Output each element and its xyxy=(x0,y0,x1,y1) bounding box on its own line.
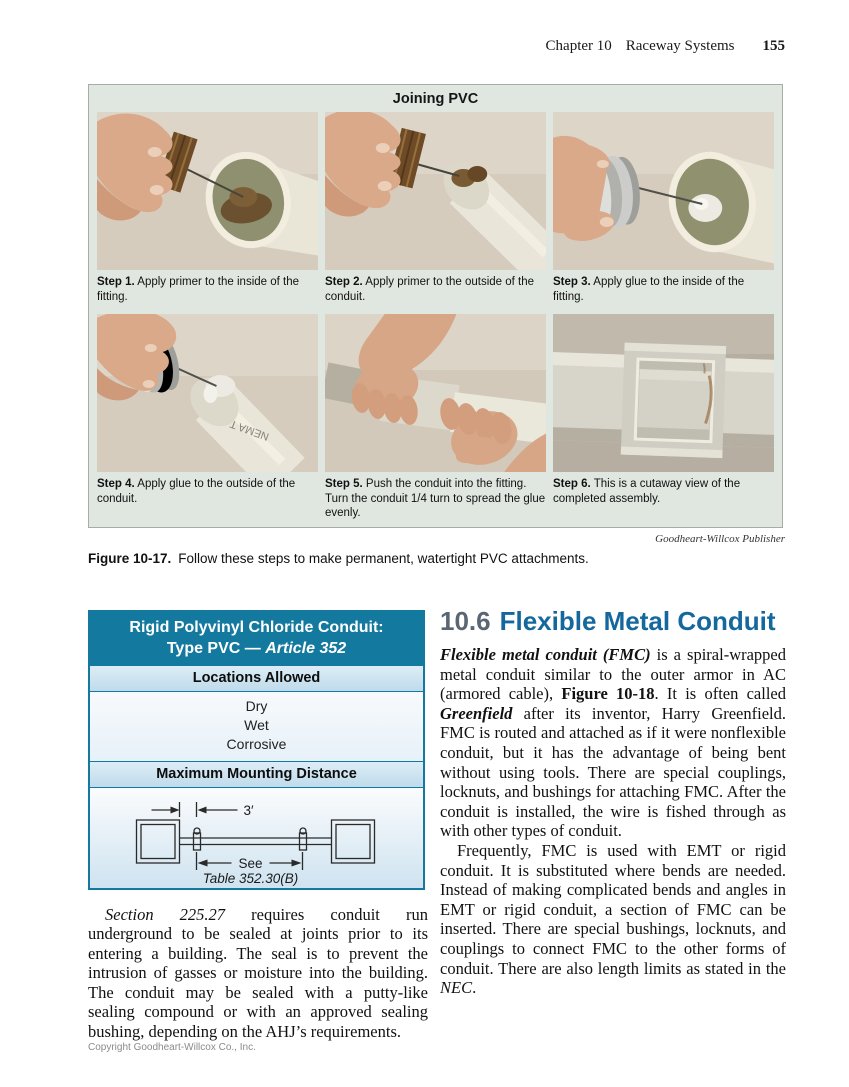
dimension-label: 3′ xyxy=(243,803,254,818)
step-caption: Step 2. Apply primer to the outside of the conduit. xyxy=(325,276,535,303)
figure-caption-label: Figure 10-17. xyxy=(88,551,172,566)
section-number: 10.6 xyxy=(440,606,491,636)
section-heading xyxy=(440,606,786,636)
mounting-distance-diagram xyxy=(90,787,423,888)
table-title-line2: Type PVC — Article 352 xyxy=(166,640,347,657)
location-item: Wet xyxy=(244,717,269,733)
figure-caption xyxy=(88,551,785,566)
mounting-distance-header: Maximum Mounting Distance xyxy=(90,761,423,787)
pvc-spec-table xyxy=(88,610,425,890)
step-caption: Step 6. This is a cutaway view of the completed assembly. xyxy=(553,478,741,505)
step-1-photo xyxy=(97,112,318,270)
fmc-paragraph-1: Flexible metal conduit (FMC) is a spiral-wrapped metal conduit similar to the outer armor in AC (armored cable), Figure 10-18. It is often called Greenfield after its inventor, Harry Greenfield. FMC is routed and attached as if it were nonflexible conduit, but it has the advantage of being bent without using tools. There are special couplings, locknuts, and bushings for attaching FMC. After the conduit is installed, the wire is fished through as with other types of conduit. xyxy=(440,645,786,841)
chapter-title: Raceway Systems xyxy=(625,38,735,54)
table-reference-label: Table 352.30(B) xyxy=(202,871,299,886)
step-card xyxy=(97,314,318,521)
figure-panel xyxy=(88,84,783,528)
locations-allowed-header: Locations Allowed xyxy=(90,665,423,691)
seal-requirements-paragraph: Section 225.27 requires conduit run underground to be sealed at joints prior to its entering a building. The seal is to prevent the intrusion of gasses or moisture into the building. The conduit may be sealed with a putty-like sealing compound or with an approved sealing bushing, depending on the AHJ’s requirements. xyxy=(88,904,428,1042)
step-3-photo xyxy=(553,112,774,270)
table-title xyxy=(90,612,423,665)
step-card xyxy=(325,314,546,521)
step-caption: Step 3. Apply glue to the inside of the fitting. xyxy=(553,276,745,303)
page-number: 155 xyxy=(762,38,785,54)
section-title: Flexible Metal Conduit xyxy=(499,606,776,636)
chapter-label: Chapter 10 xyxy=(545,38,612,54)
step-4-photo xyxy=(97,314,318,472)
flexible-metal-conduit-section xyxy=(440,606,786,998)
figure-caption-text: Follow these steps to make permanent, watertight PVC attachments. xyxy=(178,551,589,566)
step-card xyxy=(553,112,774,312)
step-card xyxy=(553,314,774,521)
location-item: Corrosive xyxy=(226,736,287,752)
location-item: Dry xyxy=(245,698,268,714)
fmc-paragraph-2: Frequently, FMC is used with EMT or rigid conduit. It is substituted where bends are needed. Instead of making complicated bends and angles in EMT or rigid conduit, a section of FMC can be inserted. There are special bushings, locknuts, and couplings to connect FMC to the other forms of conduit. There are also length limits as stated in the NEC. xyxy=(440,840,786,998)
table-title-line1: Rigid Polyvinyl Chloride Conduit: xyxy=(129,619,384,636)
step-caption: Step 4. Apply glue to the outside of the conduit. xyxy=(97,478,296,505)
figure-step-grid xyxy=(89,112,782,527)
locations-list xyxy=(90,691,423,761)
step-6-photo xyxy=(553,314,774,472)
step-caption: Step 1. Apply primer to the inside of the fitting. xyxy=(97,276,300,303)
see-label: See xyxy=(238,856,263,871)
step-2-photo xyxy=(325,112,546,270)
step-caption: Step 5. Push the conduit into the fitting. Turn the conduit 1/4 turn to spread the glue evenly. xyxy=(325,478,546,519)
figure-credit: Goodheart-Willcox Publisher xyxy=(655,533,785,545)
step-5-photo xyxy=(325,314,546,472)
figure-panel-title: Joining PVC xyxy=(392,91,479,107)
step-card xyxy=(97,112,318,312)
copyright-notice: Copyright Goodheart-Willcox Co., Inc. xyxy=(88,1042,256,1053)
running-head xyxy=(546,38,785,55)
step-card xyxy=(325,112,546,312)
pipe-marking-text: NEMA T xyxy=(228,417,271,443)
